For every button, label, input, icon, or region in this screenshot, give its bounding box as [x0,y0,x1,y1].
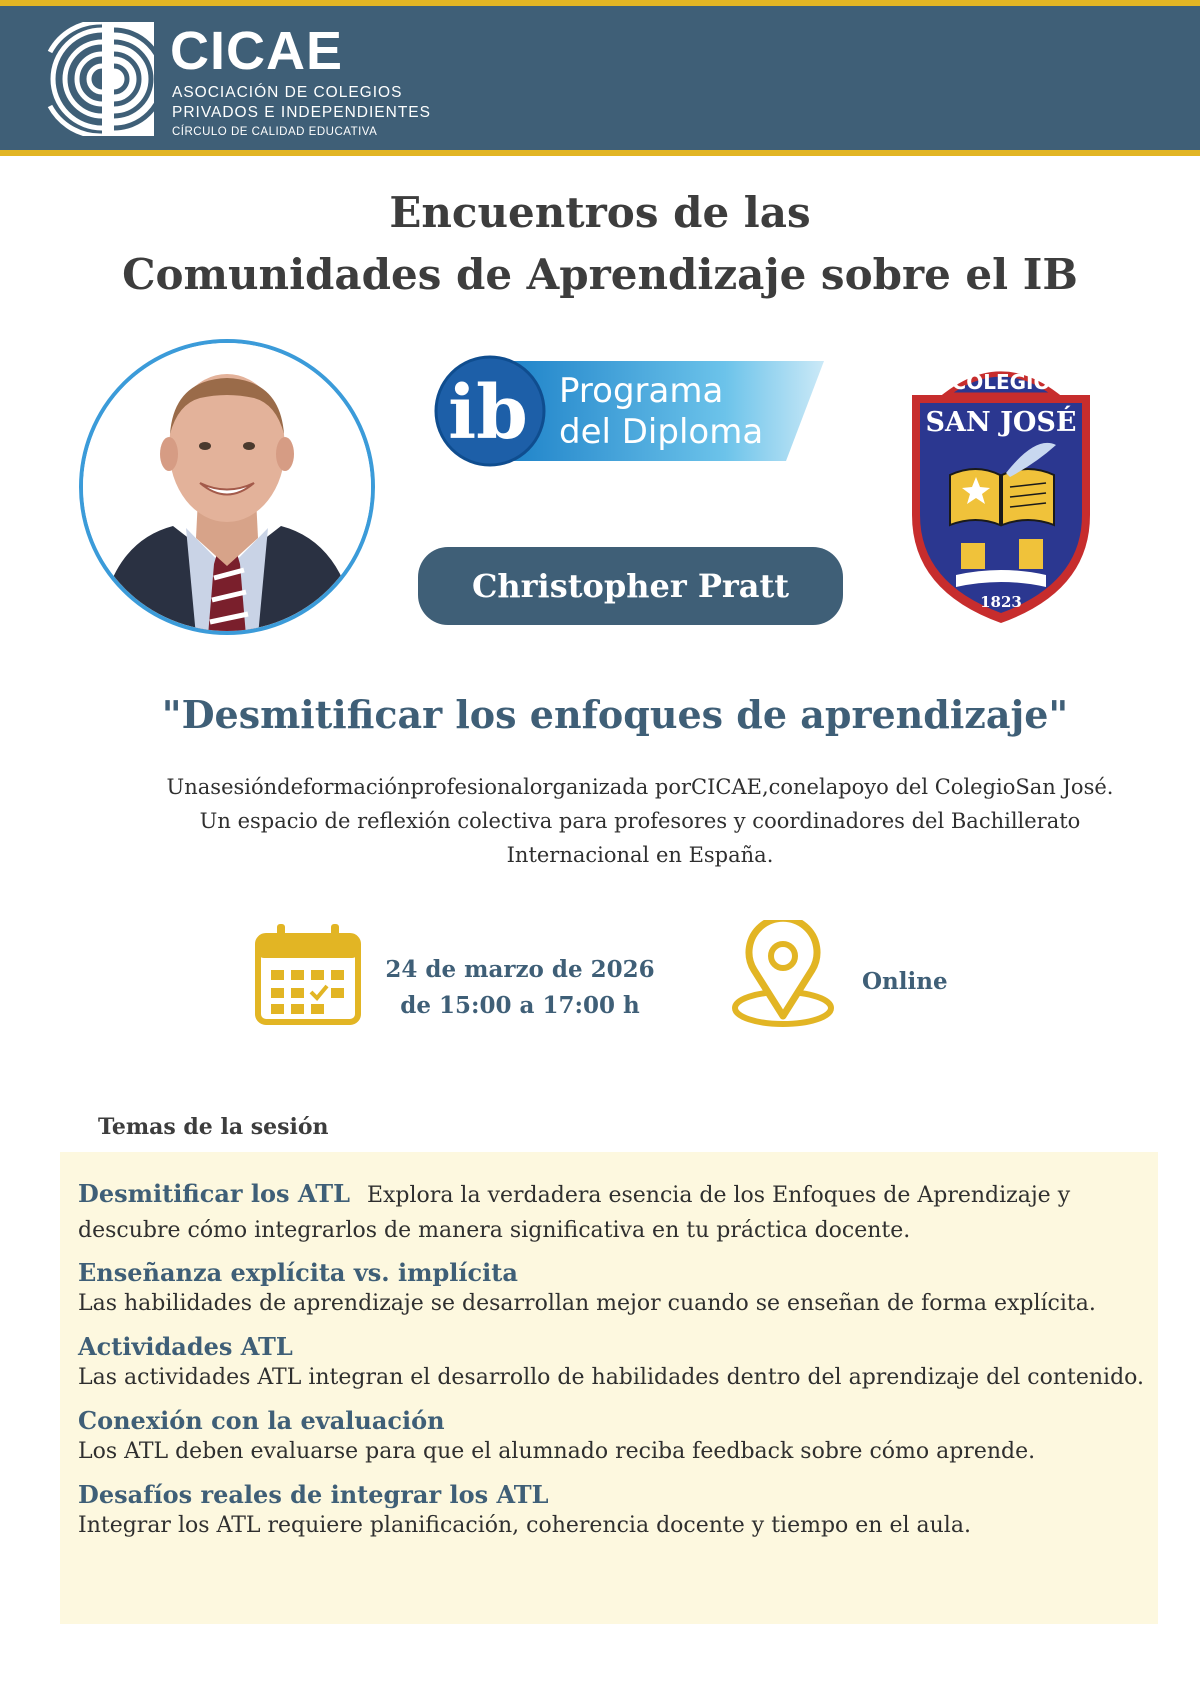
event-location: Online [862,968,948,995]
brand-subtitle-2: PRIVADOS E INDEPENDIENTES [172,104,431,121]
topic-title: Desafíos reales de integrar los ATL [78,1480,549,1509]
crest-school-name: SAN JOSÉ [925,407,1077,438]
brand-subtitle-3: CÍRCULO DE CALIDAD EDUCATIVA [172,126,378,138]
topic-item [78,1176,1158,1248]
ib-programme-logo [434,355,824,467]
topic-title: Enseñanza explícita vs. implícita [78,1258,518,1287]
school-crest [906,355,1096,627]
topic-desc: Las habilidades de aprendizaje se desarrollan mejor cuando se enseñan de forma explícita. [78,1291,1096,1316]
calendar-icon [255,922,361,1026]
topic-title: Actividades ATL [78,1332,293,1361]
ib-logo-line2: del Diploma [559,412,764,452]
location-pin-icon [728,920,838,1028]
crest-arc-text: COLEGIO [951,370,1051,394]
topic-desc: Las actividades ATL integran el desarrollo de habilidades dentro del aprendizaje del contenido. [78,1365,1145,1390]
topics-heading: Temas de la sesión [98,1114,329,1140]
topic-item [78,1480,1158,1543]
topic-item [78,1406,1158,1469]
page-title-line1: Encuentros de las [389,188,811,237]
topic-title: Conexión con la evaluación [78,1406,445,1435]
cicae-logo-icon [42,22,154,136]
topic-desc: Explora la verdadera esencia de los Enfoques de Aprendizaje y descubre cómo integrarlos de manera significativa en tu práctica docente. [78,1183,1071,1243]
svg-text:ib: ib [448,370,528,456]
page-title-line2: Comunidades de Aprendizaje sobre el IB [122,250,1078,299]
session-title: "Desmitificar los enfoques de aprendizaje" [161,692,1069,737]
event-date: 24 de marzo de 2026 [385,956,655,983]
session-intro: Unasesióndeformaciónprofesionalorganizada porCICAE,conelapoyo del ColegioSan José. Un espacio de reflexión colectiva para profesores y coordinadores del Bachillerato Internacional en España. [166,775,1114,867]
crest-year: 1823 [980,593,1022,611]
header-banner [0,0,1200,156]
topic-desc: Los ATL deben evaluarse para que el alumnado reciba feedback sobre cómo aprende. [78,1439,1036,1464]
speaker-photo [78,338,376,636]
speaker-name-badge: Christopher Pratt [418,547,843,625]
event-date-time [380,952,660,1024]
event-time: de 15:00 a 17:00 h [400,992,640,1019]
topic-item [78,1258,1158,1321]
topic-desc: Integrar los ATL requiere planificación, coherencia docente y tiempo en el aula. [78,1513,971,1538]
topic-item [78,1332,1158,1395]
brand-name: CICAE [170,21,344,81]
topic-title: Desmitificar los ATL [78,1179,350,1208]
brand-subtitle-1: ASOCIACIÓN DE COLEGIOS [172,84,403,101]
ib-logo-line1: Programa [559,371,724,411]
